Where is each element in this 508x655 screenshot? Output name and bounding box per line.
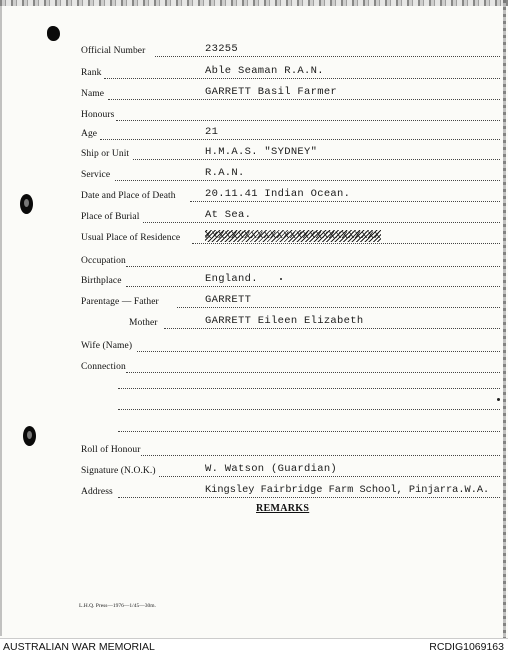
field-label: Place of Burial — [81, 212, 140, 222]
dotted-line — [126, 372, 500, 373]
field-label: Parentage — Father — [81, 297, 159, 307]
dotted-line — [177, 307, 500, 308]
struck-out-value: XXXXXXXXXXXXXXXXXXXXXXXXXXX — [205, 230, 381, 242]
field-label: Ship or Unit — [81, 149, 130, 159]
field-birthplace — [0, 274, 508, 290]
remarks-heading: REMARKS — [256, 503, 310, 514]
field-mother — [0, 316, 508, 332]
field-value: Kingsley Fairbridge Farm School, Pinjarra.W.A. — [205, 484, 490, 496]
dotted-line — [118, 431, 500, 432]
field-value: England. — [205, 273, 258, 285]
field-label: Usual Place of Residence — [81, 233, 181, 243]
field-label: Wife (Name) — [81, 341, 133, 351]
field-value: R.A.N. — [205, 167, 245, 179]
field-label: Date and Place of Death — [81, 191, 176, 201]
dotted-line — [155, 56, 500, 57]
field-label: Honours — [81, 110, 115, 120]
field-date-place-death — [0, 189, 508, 205]
archive-reference: RCDIG1069163 — [429, 641, 504, 653]
field-label: Connection — [81, 362, 126, 372]
field-roll-of-honour — [0, 443, 508, 459]
field-signature — [0, 464, 508, 480]
field-honours — [0, 108, 508, 124]
dotted-line — [190, 201, 500, 202]
field-label: Address — [81, 487, 113, 497]
field-value: H.M.A.S. "SYDNEY" — [205, 146, 318, 158]
field-name — [0, 87, 508, 103]
field-value: 20.11.41 Indian Ocean. — [205, 188, 351, 200]
dotted-line — [108, 99, 500, 100]
field-label: Official Number — [81, 46, 146, 56]
field-wife — [0, 339, 508, 355]
field-father — [0, 295, 508, 311]
field-label: Service — [81, 170, 111, 180]
field-label: Name — [81, 89, 105, 99]
field-label: Occupation — [81, 256, 126, 266]
field-connection — [0, 360, 508, 376]
field-value: 23255 — [205, 43, 239, 55]
field-label: Birthplace — [81, 276, 122, 286]
dotted-line — [118, 497, 500, 498]
dotted-line — [141, 455, 500, 456]
field-usual-residence — [0, 231, 508, 247]
field-ship-or-unit — [0, 147, 508, 163]
field-value: 21 — [205, 126, 219, 138]
field-place-of-burial — [0, 210, 508, 226]
field-label: Mother — [129, 318, 158, 328]
field-value: GARRETT — [205, 294, 252, 306]
dotted-line — [126, 286, 500, 287]
archive-footer — [0, 638, 508, 655]
dotted-line — [100, 139, 500, 140]
field-value: W. Watson (Guardian) — [205, 463, 338, 475]
field-age — [0, 127, 508, 143]
punch-hole-icon — [47, 26, 60, 41]
dotted-line — [118, 409, 500, 410]
field-address — [0, 485, 508, 501]
field-occupation — [0, 254, 508, 270]
dotted-line — [133, 159, 500, 160]
field-label: Rank — [81, 68, 102, 78]
field-rank — [0, 66, 508, 82]
dotted-line — [159, 476, 500, 477]
field-label: Roll of Honour — [81, 445, 141, 455]
field-value: GARRETT Basil Farmer — [205, 86, 338, 98]
printer-imprint: L.H.Q. Press—1976—1/45—30m. — [79, 603, 156, 609]
field-value: Able Seaman R.A.N. — [205, 65, 324, 77]
scan-edge-top — [0, 0, 508, 6]
dotted-line — [192, 243, 500, 244]
dotted-line — [143, 222, 500, 223]
dotted-line — [164, 328, 500, 329]
dotted-line — [137, 351, 500, 352]
dotted-line — [115, 180, 500, 181]
field-official-number — [0, 44, 508, 60]
dotted-line — [116, 120, 500, 121]
dotted-line — [126, 266, 500, 267]
field-value: GARRETT Eileen Elizabeth — [205, 315, 364, 327]
ink-speck — [497, 398, 500, 401]
archive-name: AUSTRALIAN WAR MEMORIAL — [3, 641, 155, 653]
field-service — [0, 168, 508, 184]
field-value: At Sea. — [205, 209, 252, 221]
field-label: Age — [81, 129, 98, 139]
dotted-line — [104, 78, 500, 79]
dotted-line — [118, 388, 500, 389]
field-label: Signature (N.O.K.) — [81, 466, 156, 476]
